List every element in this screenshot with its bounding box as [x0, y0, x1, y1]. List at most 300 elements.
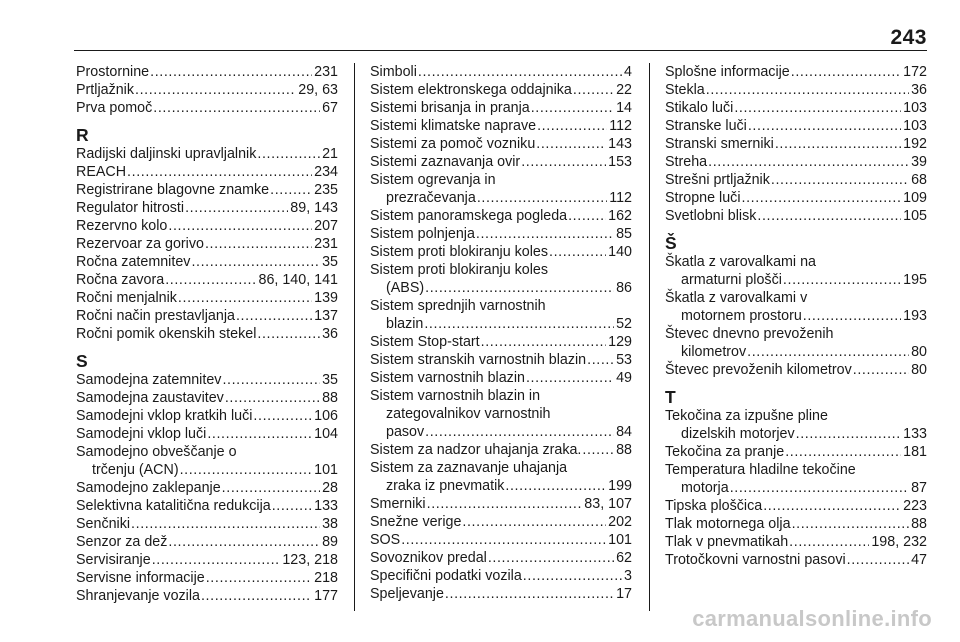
index-entry-line [370, 171, 632, 189]
dot-leader [153, 99, 320, 117]
page-reference: 21 [322, 146, 338, 162]
page-reference: 80 [911, 344, 927, 360]
page-reference: 84 [616, 424, 632, 440]
index-entry [76, 407, 338, 425]
index-term: Servisne informacije [76, 570, 205, 586]
index-entry [76, 181, 338, 199]
index-entry-line [665, 407, 927, 425]
index-entry [76, 81, 338, 99]
header-rule [74, 50, 927, 51]
index-entry-line [665, 135, 927, 153]
index-term: Prva pomoč [76, 100, 153, 116]
index-entry-line [665, 479, 927, 497]
index-entry-line [76, 425, 338, 443]
index-term: Sistem panoramskega pogleda [370, 208, 568, 224]
index-entry-line [665, 515, 927, 533]
index-term: Stranski smerniki [665, 136, 774, 152]
index-entry [76, 271, 338, 289]
index-term: Sovoznikov predal [370, 550, 487, 566]
index-entry [76, 389, 338, 407]
dot-leader [207, 425, 312, 443]
index-entry-line [370, 369, 632, 387]
index-entry-line [370, 495, 632, 513]
dot-leader [481, 333, 606, 351]
index-term: Registrirane blagovne znamke [76, 182, 270, 198]
index-entry [76, 199, 338, 217]
column-divider [649, 63, 650, 611]
index-entry-line [370, 387, 632, 405]
dot-leader [853, 361, 909, 379]
dot-leader [791, 63, 901, 81]
index-entry [665, 81, 927, 99]
index-term: Sistem varnostnih blazin [370, 370, 525, 386]
index-term: Stranske luči [665, 118, 747, 134]
page-reference: 85 [616, 226, 632, 242]
index-entry-line [76, 587, 338, 605]
index-entry [76, 569, 338, 587]
dot-leader [201, 587, 312, 605]
column-divider [354, 63, 355, 611]
dot-leader [783, 271, 901, 289]
page-reference: 139 [314, 290, 338, 306]
index-entry-line [370, 513, 632, 531]
index-entry [665, 99, 927, 117]
dot-leader [178, 289, 312, 307]
page-reference: 62 [616, 550, 632, 566]
dot-leader [706, 81, 909, 99]
index-term: Sistem proti blokiranju koles [370, 244, 548, 260]
page-reference: 88 [911, 516, 927, 532]
index-entry [370, 153, 632, 171]
index-term: Sistem sprednjih varnostnih [370, 298, 546, 314]
index-term: Snežne verige [370, 514, 462, 530]
index-entry [665, 325, 927, 361]
page-reference: 133 [314, 498, 338, 514]
page-reference: 49 [616, 370, 632, 386]
index-entry-line [76, 325, 338, 343]
index-term: Sistemi zaznavanja ovir [370, 154, 521, 170]
index-entry [665, 207, 927, 225]
index-entry [76, 253, 338, 271]
index-term: Škatla z varovalkami v [665, 290, 808, 306]
index-entry-line [665, 343, 927, 361]
dot-leader [803, 307, 901, 325]
page-reference: 123, 218 [282, 552, 338, 568]
section-letter: T [665, 387, 676, 407]
dot-leader [191, 253, 320, 271]
index-entry-line [665, 289, 927, 307]
index-term: Ročni način prestavljanja [76, 308, 235, 324]
index-entry [665, 153, 927, 171]
index-entry [76, 145, 338, 163]
dot-leader [222, 371, 320, 389]
index-entry [665, 551, 927, 569]
index-entry [370, 333, 632, 351]
page-reference: 192 [903, 136, 927, 152]
index-entry-line [370, 531, 632, 549]
index-entry-line [665, 81, 927, 99]
index-entry-line [665, 325, 927, 343]
index-entry-line [76, 145, 338, 163]
index-entry-line [370, 153, 632, 171]
index-term: blazin [386, 316, 424, 332]
index-term: Senzor za dež [76, 534, 168, 550]
dot-leader [526, 369, 614, 387]
dot-leader [425, 279, 614, 297]
index-entry-line [370, 81, 632, 99]
index-term: (ABS) [386, 280, 425, 296]
index-entry [370, 243, 632, 261]
dot-leader [206, 569, 312, 587]
page-number: 243 [890, 26, 927, 49]
dot-leader [847, 551, 909, 569]
page-reference: 193 [903, 308, 927, 324]
index-term: prezračevanja [386, 190, 476, 206]
dot-leader [272, 497, 312, 515]
index-entry-line [665, 443, 927, 461]
dot-leader [523, 567, 622, 585]
index-entry-line [370, 279, 632, 297]
page-reference: 86, 140, 141 [258, 272, 338, 288]
index-entry-line [370, 99, 632, 117]
dot-leader [131, 515, 320, 533]
index-entry [76, 289, 338, 307]
dot-leader [424, 315, 614, 333]
index-term: Števec dnevno prevoženih [665, 326, 834, 342]
index-entry [76, 533, 338, 551]
index-entry-line [76, 81, 338, 99]
page-reference: 52 [616, 316, 632, 332]
page-reference: 101 [314, 462, 338, 478]
index-entry [665, 497, 927, 515]
index-entry [370, 117, 632, 135]
index-term: Regulator hitrosti [76, 200, 185, 216]
index-entry-line [370, 207, 632, 225]
dot-leader [222, 479, 320, 497]
index-entry [665, 533, 927, 551]
index-term: Sistem stranskih varnostnih blazin [370, 352, 587, 368]
index-entry-line [370, 351, 632, 369]
index-entry [665, 253, 927, 289]
dot-leader [536, 135, 606, 153]
index-entry-line [665, 253, 927, 271]
index-entry [665, 63, 927, 81]
index-term: Radijski daljinski upravljalnik [76, 146, 257, 162]
index-term: Sistem proti blokiranju koles [370, 262, 548, 278]
dot-leader [165, 271, 256, 289]
dot-leader [549, 243, 606, 261]
index-entry-line [665, 497, 927, 515]
index-term: Senčniki [76, 516, 131, 532]
page-reference: 106 [314, 408, 338, 424]
index-term: Prostornine [76, 64, 150, 80]
dot-leader [253, 407, 312, 425]
dot-leader [587, 351, 614, 369]
page-reference: 199 [608, 478, 632, 494]
dot-leader [257, 145, 320, 163]
dot-leader [748, 117, 901, 135]
index-term: zraka iz pnevmatik [386, 478, 505, 494]
dot-leader [730, 479, 909, 497]
dot-leader [792, 515, 910, 533]
index-entry-line [370, 135, 632, 153]
index-entry-line [370, 423, 632, 441]
dot-leader [427, 495, 583, 513]
index-term: dizelskih motorjev [681, 426, 795, 442]
page-reference: 35 [322, 372, 338, 388]
index-column-2 [370, 63, 632, 603]
page-reference: 36 [322, 326, 338, 342]
page-reference: 162 [608, 208, 632, 224]
page-reference: 38 [322, 516, 338, 532]
index-entry-line [370, 477, 632, 495]
index-term: Samodejno zaklepanje [76, 480, 221, 496]
page-reference: 36 [911, 82, 927, 98]
page-reference: 68 [911, 172, 927, 188]
index-entry-line [665, 361, 927, 379]
page-reference: 177 [314, 588, 338, 604]
dot-leader [225, 389, 320, 407]
dot-leader [168, 533, 320, 551]
index-entry [370, 567, 632, 585]
index-entry [370, 261, 632, 297]
index-entry-line [665, 171, 927, 189]
index-entry [665, 117, 927, 135]
page-reference: 103 [903, 118, 927, 134]
index-entry [370, 81, 632, 99]
index-entry [370, 99, 632, 117]
index-term: Samodejni vklop kratkih luči [76, 408, 253, 424]
index-entry [665, 189, 927, 207]
dot-leader [135, 81, 296, 99]
index-entry-line [370, 585, 632, 603]
page-reference: 87 [911, 480, 927, 496]
index-term: Simboli [370, 64, 417, 80]
index-term: SOS [370, 532, 401, 548]
index-entry-line [76, 253, 338, 271]
dot-leader [418, 63, 622, 81]
index-term: trčenju (ACN) [92, 462, 179, 478]
index-term: motornem prostoru [681, 308, 802, 324]
index-entry-line [665, 117, 927, 135]
index-entry-line [370, 225, 632, 243]
index-entry-line [76, 289, 338, 307]
index-term: Sistem Stop-start [370, 334, 480, 350]
index-entry [370, 441, 632, 459]
page-reference: 195 [903, 272, 927, 288]
dot-leader [789, 533, 869, 551]
index-entry [370, 585, 632, 603]
page-reference: 207 [314, 218, 338, 234]
index-term: Tipska ploščica [665, 498, 763, 514]
page-reference: 198, 232 [871, 534, 927, 550]
index-entry-line [76, 163, 338, 181]
index-term: Splošne informacije [665, 64, 790, 80]
index-term: Sistem za zaznavanje uhajanja [370, 460, 568, 476]
index-term: Shranjevanje vozila [76, 588, 200, 604]
index-entry-line [370, 459, 632, 477]
page-reference: 231 [314, 236, 338, 252]
index-entry-line [76, 271, 338, 289]
index-entry [76, 371, 338, 389]
index-entry-line [76, 63, 338, 81]
index-term: Prtljažnik [76, 82, 134, 98]
dot-leader [462, 513, 606, 531]
page-reference: 218 [314, 570, 338, 586]
index-entry-line [76, 199, 338, 217]
index-entry [76, 443, 338, 479]
index-entry [76, 235, 338, 253]
index-entry-line [665, 99, 927, 117]
index-entry-line [370, 63, 632, 81]
index-term: Ročni menjalnik [76, 290, 177, 306]
index-term: Škatla z varovalkami na [665, 254, 816, 270]
index-entry [76, 307, 338, 325]
dot-leader [771, 171, 909, 189]
watermark: carmanualsonline.info [692, 606, 932, 631]
page-reference: 47 [911, 552, 927, 568]
index-entry-line [76, 497, 338, 515]
page-reference: 181 [903, 444, 927, 460]
index-entry [76, 479, 338, 497]
page-reference: 83, 107 [584, 496, 632, 512]
index-entry [76, 587, 338, 605]
dot-leader [573, 81, 614, 99]
index-term: Samodejno obveščanje o [76, 444, 237, 460]
page-reference: 29, 63 [298, 82, 338, 98]
dot-leader [152, 551, 281, 569]
index-entry-line [76, 307, 338, 325]
index-term: Strešni prtljažnik [665, 172, 770, 188]
index-term: Sistemi za pomoč vozniku [370, 136, 536, 152]
index-term: Ročna zatemnitev [76, 254, 191, 270]
index-entry-line [76, 235, 338, 253]
index-term: Samodejna zatemnitev [76, 372, 222, 388]
page-reference: 202 [608, 514, 632, 530]
index-entry-line [370, 243, 632, 261]
dot-leader [205, 235, 312, 253]
index-term: Speljevanje [370, 586, 444, 602]
index-term: Sistem elektronskega oddajnika [370, 82, 572, 98]
index-entry [370, 459, 632, 495]
index-entry-line [370, 297, 632, 315]
dot-leader [476, 225, 614, 243]
index-term: Servisiranje [76, 552, 151, 568]
index-entry [76, 425, 338, 443]
dot-leader [582, 441, 614, 459]
page-reference: 14 [616, 100, 632, 116]
page-reference: 89 [322, 534, 338, 550]
index-term: Ročna zavora [76, 272, 165, 288]
dot-leader [505, 477, 606, 495]
dot-leader [796, 425, 902, 443]
index-entry [370, 351, 632, 369]
dot-leader [150, 63, 312, 81]
page-reference: 17 [616, 586, 632, 602]
page-reference: 137 [314, 308, 338, 324]
index-term: Streha [665, 154, 708, 170]
index-entry-line [665, 207, 927, 225]
index-term: zategovalnikov varnostnih [386, 406, 551, 422]
page-reference: 89, 143 [290, 200, 338, 216]
index-entry [665, 361, 927, 379]
page-reference: 129 [608, 334, 632, 350]
dot-leader [488, 549, 614, 567]
page-reference: 109 [903, 190, 927, 206]
index-entry-line [370, 441, 632, 459]
index-entry-line [370, 549, 632, 567]
page-reference: 80 [911, 362, 927, 378]
dot-leader [236, 307, 312, 325]
index-entry [370, 387, 632, 441]
dot-leader [180, 461, 313, 479]
index-term: Sistem polnjenja [370, 226, 475, 242]
index-term: Selektivna katalitična redukcija [76, 498, 271, 514]
index-entry [370, 297, 632, 333]
dot-leader [477, 189, 607, 207]
index-term: Tekočina za pranje [665, 444, 785, 460]
index-entry-line [76, 407, 338, 425]
index-entry [665, 171, 927, 189]
index-term: Rezervoar za gorivo [76, 236, 204, 252]
page-reference: 103 [903, 100, 927, 116]
index-entry [665, 515, 927, 533]
dot-leader [763, 497, 901, 515]
index-entry [76, 99, 338, 117]
page-reference: 88 [616, 442, 632, 458]
index-entry-line [370, 333, 632, 351]
index-entry-line [76, 479, 338, 497]
index-term: Rezervno kolo [76, 218, 168, 234]
index-entry-line [665, 551, 927, 569]
index-term: Sistem ogrevanja in [370, 172, 496, 188]
index-term: Števec prevoženih kilometrov [665, 362, 852, 378]
index-entry [76, 325, 338, 343]
page-reference: 234 [314, 164, 338, 180]
index-column-1 [76, 63, 338, 605]
index-term: motorja [681, 480, 729, 496]
page-reference: 112 [609, 190, 632, 206]
index-entry [370, 531, 632, 549]
index-entry-line [76, 461, 338, 479]
section-letter: R [76, 125, 89, 145]
page-reference: 3 [624, 568, 632, 584]
index-entry-line [76, 217, 338, 235]
index-entry-line [665, 189, 927, 207]
index-term: Stropne luči [665, 190, 741, 206]
dot-leader [445, 585, 614, 603]
index-entry [76, 63, 338, 81]
index-term: Trotočkovni varnostni pasovi [665, 552, 846, 568]
dot-leader [734, 99, 901, 117]
dot-leader [127, 163, 312, 181]
index-entry [665, 443, 927, 461]
index-entry-line [370, 117, 632, 135]
index-entry [76, 551, 338, 569]
index-term: Samodejna zaustavitev [76, 390, 224, 406]
page-reference: 105 [903, 208, 927, 224]
index-term: pasov [386, 424, 425, 440]
index-entry-line [665, 271, 927, 289]
index-entry [76, 515, 338, 533]
index-entry [665, 407, 927, 443]
index-entry [370, 171, 632, 207]
page-reference: 39 [911, 154, 927, 170]
page-reference: 153 [608, 154, 632, 170]
index-column-3 [665, 63, 927, 569]
section-letter: S [76, 351, 88, 371]
index-entry [370, 135, 632, 153]
